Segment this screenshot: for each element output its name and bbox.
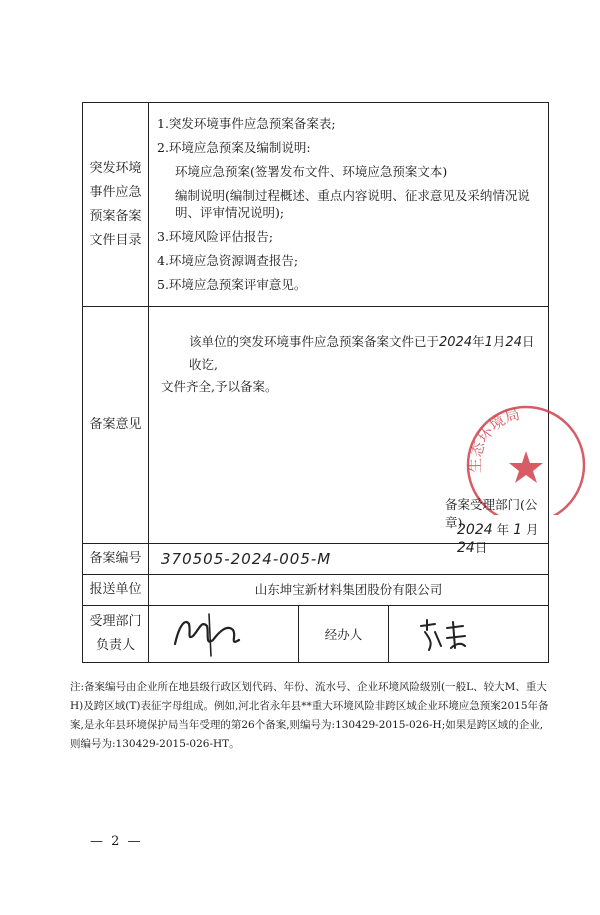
seal-text: 生态环境局 [466, 404, 522, 474]
unit-label: 报送单位 [83, 575, 149, 606]
handwritten-date-day: 24 [457, 540, 475, 556]
file-list-item: 4.环境应急资源调查报告; [157, 253, 299, 268]
date-month-char: 月 [526, 522, 539, 537]
opinion-text [161, 331, 541, 398]
handwritten-year: 2024 [439, 335, 473, 350]
file-list-label [83, 103, 149, 307]
page-number: — 2 — [90, 834, 143, 849]
handler-signature [389, 606, 549, 658]
file-list-item: 2.环境应急预案及编制说明: [157, 140, 311, 155]
filing-date [457, 520, 548, 556]
filing-form-table [82, 102, 549, 663]
opinion-text-suffix: 日收讫, [189, 334, 535, 372]
handwritten-month: 1 [484, 335, 493, 350]
record-no-value: 370505-2024-005-M [161, 550, 332, 568]
file-list-item: 1.突发环境事件应急预案备案表; [157, 116, 336, 131]
seal-star-icon [509, 451, 543, 483]
handler-signature-cell [389, 606, 549, 663]
file-list-contents [149, 103, 549, 307]
file-list-label-line: 事件应急 [89, 184, 142, 200]
manager-signature-cell [149, 606, 299, 663]
opinion-label: 备案意见 [83, 307, 149, 544]
manager-label-line: 受理部门 [89, 614, 142, 629]
handwritten-day: 24 [505, 335, 522, 350]
opinion-cell [149, 307, 549, 556]
month-char: 月 [492, 334, 506, 349]
manager-label-line: 负责人 [95, 638, 135, 653]
date-day-char: 日 [474, 540, 488, 555]
filing-department: 备案受理部门(公章) [445, 497, 538, 530]
manager-label [83, 606, 149, 663]
date-year-char: 年 [496, 522, 510, 537]
file-list-subitem: 环境应急预案(签署发布文件、环境应急预案文本) [175, 164, 448, 179]
file-list-label-line: 预案备案 [89, 208, 142, 224]
opinion-text-line2: 文件齐全,予以备案。 [161, 379, 278, 394]
file-list-item: 5.环境应急预案评审意见。 [157, 277, 307, 292]
handwritten-date-month: 1 [513, 522, 523, 538]
file-list-subitem: 编制说明(编制过程概述、重点内容说明、征求意见及采纳情况说明、评审情况说明); [175, 188, 530, 220]
footnote: 注:备案编号由企业所在地县级行政区划代码、年份、流水号、企业环境风险级别(一般L、较大M、重大H)及跨区域(T)表征字母组成。例如,河北省永年县**重大环境风险非跨区域企业环境应急预案2015年备案,是永年县环境保护局当年受理的第26个备案,则编号为:130429-2015-026-H;如果是跨区域的企业,则编号为:130429-2015-026-HT。 [70, 681, 549, 750]
unit-value: 山东坤宝新材料集团股份有限公司 [149, 575, 549, 606]
file-list-item: 3.环境风险评估报告; [157, 229, 274, 244]
file-list-label-line: 文件目录 [89, 232, 142, 248]
opinion-text-prefix: 该单位的突发环境事件应急预案备案文件已于 [189, 334, 440, 349]
handwritten-date-year: 2024 [457, 522, 493, 538]
file-list-label-line: 突发环境 [89, 160, 142, 176]
record-no-label: 备案编号 [83, 544, 149, 575]
year-char: 年 [472, 334, 485, 349]
handler-label: 经办人 [299, 606, 389, 663]
manager-signature [149, 606, 299, 658]
